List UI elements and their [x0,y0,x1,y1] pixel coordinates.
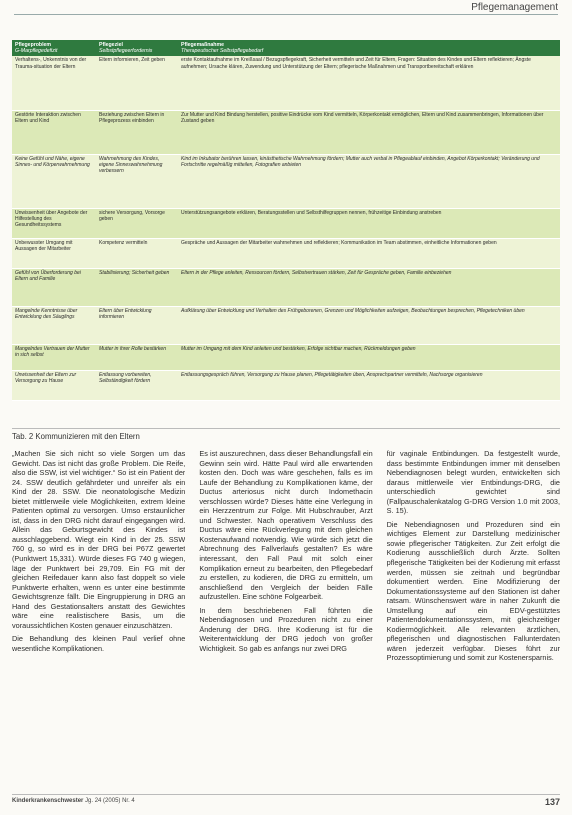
table-row: Gefühl von Überforderung bei Eltern und Familie Stabilisierung; Sicherheit geben Eltern in der Pflege anleiten, Ressourcen fördern, Selbstvertrauen stärken, Zeit für Gespräche geben, Familie einbeziehen [12,268,560,306]
paragraph: In dem beschriebenen Fall führten die Nebendiagnosen und Prozeduren nicht zu einer Änderung der DRG. Ihre Kodierung ist für die Weiterentwicklung der DRG jedoch von großer Wichtigkeit. So gab es anfangs nur zwei DRG [199,605,373,653]
header-goal: Pflegeziel Selbstpflegeerfordernis [96,40,178,56]
page-footer [12,794,560,807]
issue-info: Jg. 24 (2005) Nr. 4 [85,798,135,804]
table-row: Keine Gefühl und Nähe, eigene Sinnes- und Körperwahrnehmung Wahrnehmung des Kindes, eigene Sinneswahrnehmung verbessern Kind im Inkubator berühren lassen, kinästhetische Wahrnehmung fördern; Mutter auch verbal in Pflegeablauf einbinden, Angebot Körperkontakt; Veränderung und Fortschritte regelmäßig mitteilen, Fotografien anbieten [12,154,560,208]
paragraph: Die Nebendiagnosen und Prozeduren sind ein wichtiges Element zur Darstellung medizinischer sowie pflegerischer Tätigkeiten. Zur Zeit erfolgt die Kodierung ausschließlich durch Ärzte. Sollten pflegerische Tätigkeiten bei der Kodierung mit erfasst werden, müssen sie zeitnah und begründbar dokumentiert werden. Eine Modifizierung der Dokumentationssysteme auf den Stationen ist daher ratsam. Wünschenswert wäre in naher Zukunft die Umstellung auf ein EDV-gestütztes Patientendokumentationssystem, mit gleichzeitiger Kodiermöglichkeit. Alle relevanten ärztlichen, pflegerischen und diagnostischen Fallunterdaten wären jederzeit verfügbar. Dieses führt zur Prozessoptimierung und somit zur Kostenersparnis. [386,519,560,663]
table-row: Gestörte Interaktion zwischen Eltern und Kind Beziehung zwischen Eltern in Pflegeprozess einbinden Zur Mutter und Kind Bindung herstellen, positive Eindrücke vom Kind vermitteln, Körperkontakt ermöglichen, Eltern und Kind zusammenbringen, Informationen über Zustand geben [12,110,560,154]
header-problem: Pflegeproblem G-Marpflegedefizit [12,40,96,56]
paragraph: für vaginale Entbindungen. Da festgestellt wurde, dass bestimmte Entbindungen immer mit denselben Nebendiagnosen belegt wurden, entwickelten sich daraus mittlerweile vier Entbindungs-DRG, die unterschiedlich gewichtet sind (Fallpauschalenkatalog G-DRG Version 1.0 mit 2003, S. 15). [386,449,560,516]
publication-name: Kinderkrankenschwester [12,798,84,804]
article-body [12,449,560,801]
care-plan-table [12,40,560,410]
header-rule [14,14,558,15]
header-measure: Pflegemaßnahme Therapeutischer Selbstpflegebedarf [178,40,560,56]
table-row: Unwissenheit der Eltern zur Versorgung zu Hause Entlassung vorbereiten, Selbständigkeit fördern Entlassungsgespräch führen, Versorgung zu Hause planen, Pflegetätigkeiten üben, Ansprechpartner vermitteln, Nachsorge organisieren [12,370,560,400]
table-row: Verhaltens-, Unkenntnis von der Trauma-situation der Eltern Eltern informieren, Zeit geben erste Kontaktaufnahme im Kreißsaal / Bezugspflegekraft, Sicherheit vermitteln und Zeit für Eltern, Fragen: Situation des Kindes und Eltern reflektieren; Ängste aufnehmen; Ursache klären, Zuwendung und Unterstützung der Eltern; pflegerische Maßnahmen und Transportbereitschaft erklären [12,56,560,110]
caption-rule [12,428,560,429]
running-header: Pflegemanagement [471,2,558,13]
body-column-1 [12,449,185,801]
table-row: Mangelndes Vertrauen der Mutter in sich selbst Mutter in ihrer Rolle bestärken Mutter im Umgang mit dem Kind anleiten und bestärken, Erfolge sichtbar machen, Rückmeldungen geben [12,344,560,370]
paragraph: Die Behandlung des kleinen Paul verlief ohne wesentliche Komplikationen. [12,634,186,653]
table-caption: Tab. 2 Kommunizieren mit den Eltern [12,432,140,441]
paragraph: „Machen Sie sich nicht so viele Sorgen um das Gewicht. Das ist nicht das große Problem. Die Reife, also die SSW, ist viel wichtiger.“ So ist ein Patient der 24. SSW deutlich gefährdeter und unreifer als ein Kind der 28. SSW. Die neonatologische Medizin bietet mittlerweile viele Möglichkeiten, extrem kleine Patienten optimal zu versorgen. Umso erstaunlicher ist, dass in den DRG nicht darauf eingegangen wird. Allein das Geburtsgewicht des Kindes ist ausschlaggebend. Wiegt ein Kind in der 25. SSW 760 g, so wird es in der DRG bei P67Z gewertet (Punktwert 15,331). Würde dieses FG 740 g wiegen, läge der Punktwert bei 29,709. Ein FG mit der gleichen Reifedauer kann also fast doppelt so viele Punktwerte erhalten, wenn es unter eine bestimmte Gewichtsgrenze fällt. Die Eingruppierung in DRG an Hand des Gestationsalters anstatt des Gewichtes wäre eine realistischere Basis, um die voraussichtlichen Kosten genauer einzuschätzen. [12,449,186,630]
paragraph: Es ist auszurechnen, dass dieser Behandlungsfall ein Gewinn sein wird. Hätte Paul wird alle erwartenden kosten den. Doch was wäre geschehen, falls es im Laufe der Behandlung zu Komplikationen käme, der Ductus arteriosus nicht durch Indomethacin verschlossen würde? Dieses hätte eine Verlegung in ein Herzzentrum zur Folge. Mit Hubschrauber, Arzt und Schwester. Nach operativem Verschluss des Ductus wäre eine Rückverlegung mit dem gleichen Kostenaufwand notwendig. Wie würde sich jetzt die Abrechnung des Fallverlaufs gestalten? Es wäre interessant, den Fall Paul mit solch einer Komplikation erneut zu bearbeiten, den Pflegebedarf zu erstellen, zu kodieren, die DRG zu ermitteln, um anschließend den Vergleich der beiden Fälle aufzustellen. Eine schöne Folgearbeit. [199,449,373,602]
body-column-2 [199,449,372,801]
table-row: Unbewusster Umgang mit Aussagen der Mitarbeiter Kompetenz vermitteln Gespräche und Aussagen der Mitarbeiter wahrnehmen und reflektieren; Kommunikation im Team abstimmen, einheitliche Informationen geben [12,238,560,268]
table-header-row [12,40,560,56]
body-column-3 [387,449,560,801]
table-row: Mangelnde Kenntnisse über Entwicklung des Säuglings Eltern über Entwicklung informieren Aufklärung über Entwicklung und Verhalten des Frühgeborenen, Grenzen und Möglichkeiten aufzeigen, Beobachtungen besprechen, Pflegetechniken üben [12,306,560,344]
page-number: 137 [544,797,560,807]
table-row: Unwissenheit über Angebote der Hilfestellung des Gesundheitssystems sichere Versorgung, Vorsorge geben Unterstützungsangebote erklären, Beratungsstellen und Selbsthilfegruppen nennen, frühzeitige Einbindung anstreben [12,208,560,238]
